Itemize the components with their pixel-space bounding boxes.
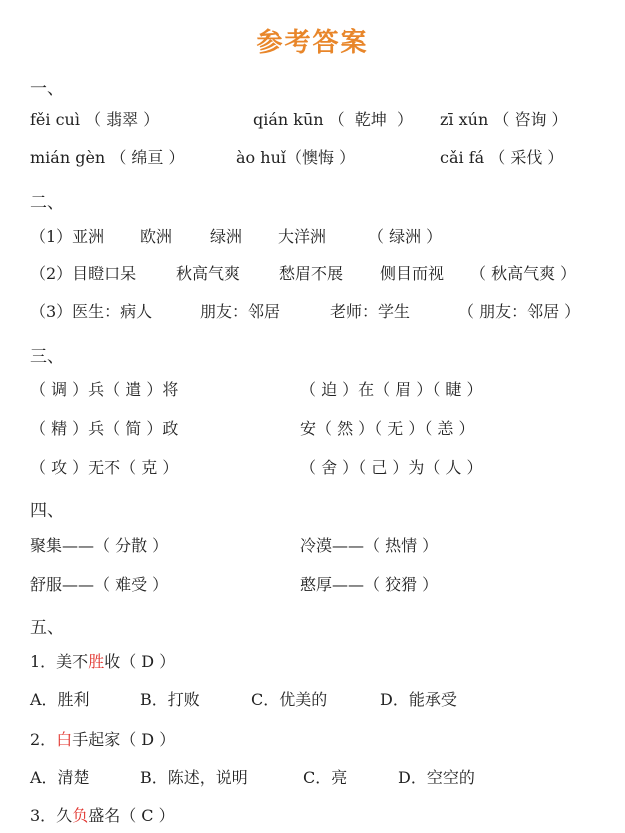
answer-1-3: zī xún （ 咨询 ） [440,110,568,129]
option-2-a: A．清楚 [30,768,90,787]
item-2-2-answer: （ 秋高气爽 ） [470,264,577,283]
antonym-1: 聚集——（ 分散 ） [30,536,169,555]
idiom-3: （ 精 ）兵（ 简 ）政 [30,419,179,438]
answer-1-2: qián kūn （ 乾坤 ） [253,110,414,129]
item-2-3-c: 老师：学生 [330,302,411,321]
highlight-char: 白 [56,730,73,749]
option-1-d: D．能承受 [380,690,457,709]
item-2-2-c: 愁眉不展 [279,264,344,283]
question-1: 1．美不胜收（ D ） [30,652,176,671]
section-4-heading: 四、 [30,501,64,521]
option-1-b: B．打败 [140,690,200,709]
section-2-heading: 二、 [30,193,64,213]
option-1-c: C．优美的 [251,690,328,709]
item-2-3-b: 朋友：邻居 [200,302,281,321]
option-2-d: D．空空的 [398,768,475,787]
item-2-2-d: 侧目而视 [380,264,445,283]
antonym-3: 舒服——（ 难受 ） [30,575,169,594]
section-5-heading: 五、 [30,618,64,638]
item-2-1-c: 绿洲 [210,227,243,246]
highlight-char: 负 [72,806,89,825]
answer-1-5: ào huǐ（懊悔 ） [236,148,356,167]
option-2-c: C．亮 [303,768,348,787]
antonym-2: 冷漠——（ 热情 ） [300,536,439,555]
item-2-2-a: （2）目瞪口呆 [30,264,137,283]
idiom-4: 安（ 然 ）（ 无 ）（ 恙 ） [300,419,475,438]
option-1-a: A．胜利 [30,690,90,709]
item-2-1-b: 欧洲 [140,227,173,246]
item-2-1-d: 大洋洲 [278,227,327,246]
item-2-1-a: （1）亚洲 [30,227,105,246]
answer-1-1: fěi cuì （ 翡翠 ） [30,110,160,129]
question-2: 2．白手起家（ D ） [30,730,176,749]
item-2-3-a: （3）医生：病人 [30,302,153,321]
option-2-b: B．陈述，说明 [140,768,248,787]
idiom-2: （ 迫 ）在（ 眉 ）（ 睫 ） [300,380,483,399]
highlight-char: 胜 [88,652,105,671]
section-1-heading: 一、 [30,79,64,99]
item-2-3-answer: （ 朋友：邻居 ） [458,302,581,321]
idiom-5: （ 攻 ）无不（ 克 ） [30,458,179,477]
antonym-4: 憨厚——（ 狡猾 ） [300,575,439,594]
question-3: 3．久负盛名（ C ） [30,806,175,825]
item-2-1-answer: （ 绿洲 ） [368,227,443,246]
item-2-2-b: 秋高气爽 [176,264,241,283]
section-3-heading: 三、 [30,347,64,367]
idiom-6: （ 舍 ）（ 己 ）为（ 人 ） [300,458,483,477]
answer-1-4: mián gèn （ 绵亘 ） [30,148,185,167]
idiom-1: （ 调 ）兵（ 遣 ）将 [30,380,179,399]
answer-1-6: cǎi fá （ 采伐 ） [440,148,564,167]
page-title: 参考答案 [256,28,369,58]
